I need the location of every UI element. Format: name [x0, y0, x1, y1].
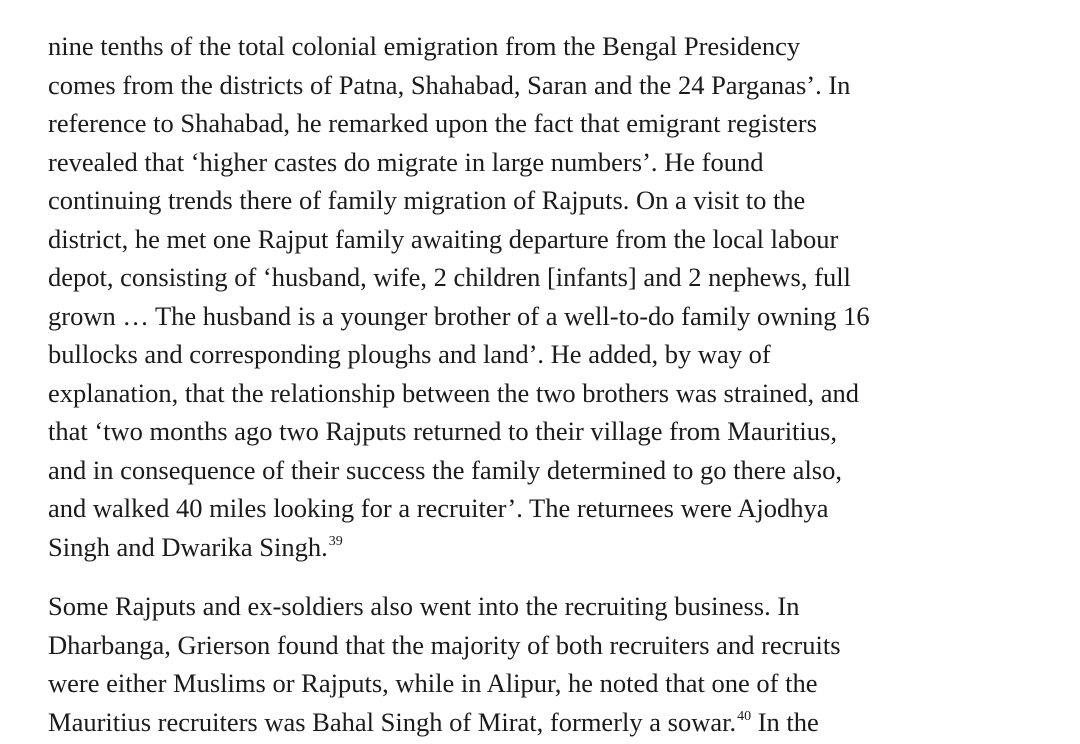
text-line: depot, consisting of ‘husband, wife, 2 children [infants] and 2 nephews, full: [48, 262, 851, 292]
text-line: and in consequence of their success the family determined to go there also,: [48, 454, 842, 485]
text-fragment: Singh and Dwarika Singh.: [48, 531, 328, 562]
text-line: nine tenths of the total colonial emigration from the Bengal Presidency: [48, 31, 801, 61]
paragraph: [48, 27, 870, 566]
text-line: revealed that ‘higher castes do migrate in large numbers’. He found: [48, 146, 764, 177]
text-line: bullocks and corresponding ploughs and land’. He added, by way of: [48, 339, 771, 369]
text-fragment: In the: [757, 706, 819, 737]
text-line: continuing trends there of family migration of Rajputs. On a visit to the: [48, 185, 806, 215]
text-line: grown … The husband is a younger brother of a well-to-do family owning 16: [48, 300, 870, 331]
text-fragment: Mauritius recruiters was Bahal Singh of Mirat, formerly a sowar.: [48, 706, 737, 737]
text-line: explanation, that the relationship between the two brothers was strained, and: [48, 377, 859, 408]
text-line: reference to Shahabad, he remarked upon the fact that emigrant registers: [48, 108, 817, 138]
text-line: and walked 40 miles looking for a recruiter’. The returnees were Ajodhya: [48, 493, 829, 523]
paragraph: [48, 587, 841, 741]
footnote-ref[interactable]: 39: [328, 533, 343, 549]
text-line: Dharbanga, Grierson found that the majority of both recruiters and recruits: [48, 629, 841, 660]
text-line-last: [48, 703, 841, 742]
text-line: comes from the districts of Patna, Shahabad, Saran and the 24 Parganas’. In: [48, 69, 851, 100]
text-line: that ‘two months ago two Rajputs returned to their village from Mauritius,: [48, 416, 837, 446]
footnote-ref[interactable]: 40: [737, 708, 752, 724]
text-line: were either Muslims or Rajputs, while in Alipur, he noted that one of the: [48, 668, 818, 698]
text-line: district, he met one Rajput family awaiting departure from the local labour: [48, 223, 839, 254]
text-line: Some Rajputs and ex-soldiers also went into the recruiting business. In: [48, 591, 800, 621]
text-line-last: [48, 528, 870, 567]
